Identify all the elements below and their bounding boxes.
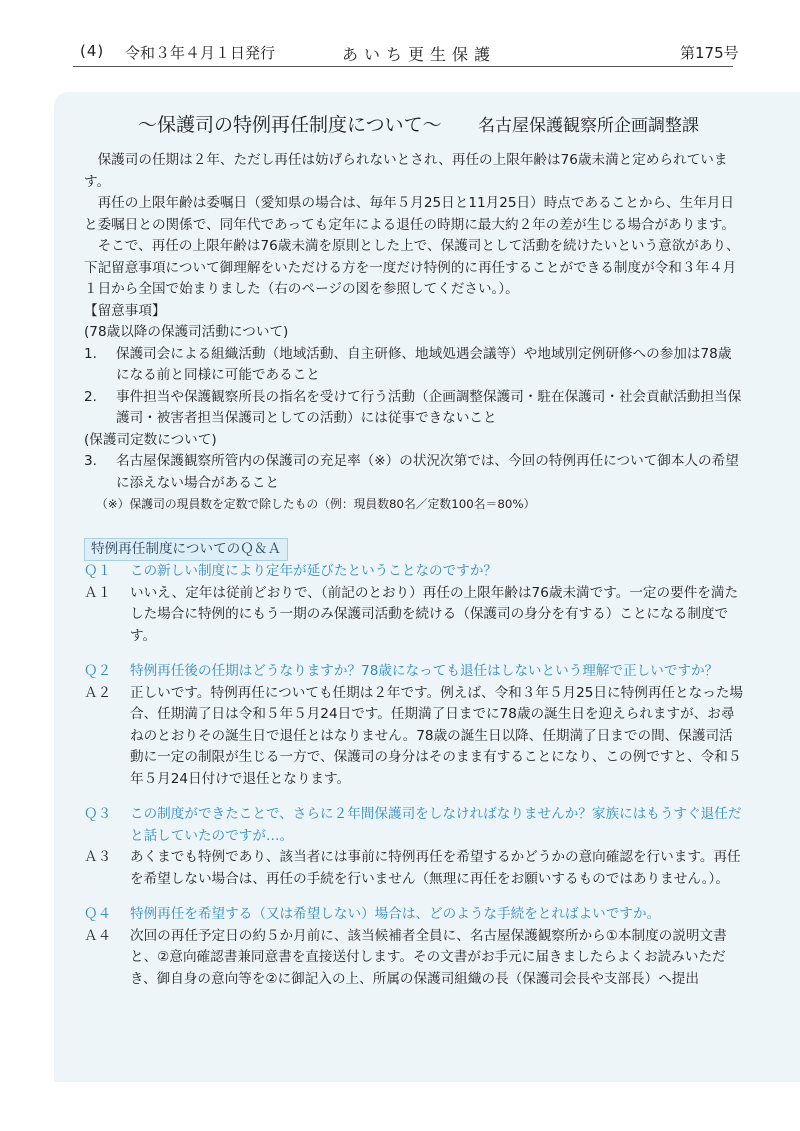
answer-3 xyxy=(84,847,744,890)
note-item-text: 事件担当や保護観察所長の指名を受けて行う活動（企画調整保護司・駐在保護司・社会貢献活動担当保護司・被害者担当保護司としての活動）には従事できないこと xyxy=(116,388,742,426)
answer-label: Ａ１ xyxy=(84,584,112,601)
answer-text: あくまでも特例であり、該当者には事前に特例再任を希望するかどうかの意向確認を行います。再任を希望しない場合は、再任の手続を行いません（無理に再任をお願いするものではありません。）。 xyxy=(130,849,741,887)
paragraph-3: そこで、再任の上限年齢は76歳未満を原則とした上で、保護司として活動を続けたいという意欲があり、下記留意事項について御理解をいただける方を一度だけ特例的に再任することができる制度が令和３年４月１日から全国で始まりました（右のページの図を参照してください。）。 xyxy=(84,238,740,297)
notes-subheading-2: (保護司定数について) xyxy=(84,431,217,448)
note-item-1 xyxy=(84,344,744,387)
answer-4 xyxy=(84,926,744,991)
question-label: Ｑ４ xyxy=(84,906,112,922)
question-2 xyxy=(84,661,744,683)
note-item-3 xyxy=(84,451,744,494)
footnote: （※）保護司の現員数を定数で除したもの（例：現員数80名／定数100名＝80%） xyxy=(96,497,536,511)
answer-1 xyxy=(84,583,744,648)
article-body xyxy=(84,150,744,990)
question-text: 特例再任を希望する（又は希望しない）場合は、どのような手続をとればよいですか。 xyxy=(130,906,661,922)
publication-title: あいち更生保護 xyxy=(342,45,497,64)
header-rule xyxy=(73,66,733,67)
notes-subheading-1: (78歳以降の保護司活動について) xyxy=(84,324,289,340)
question-label: Ｑ１ xyxy=(84,563,112,579)
note-item-text: 保護司会による組織活動（地域活動、自主研修、地域処遇会議等）や地域別定例研修への参加は78歳になる前と同様に可能であること xyxy=(116,345,732,383)
question-1 xyxy=(84,561,744,583)
note-item-number: 3. xyxy=(84,453,97,469)
answer-label: Ａ４ xyxy=(84,927,112,944)
question-label: Ｑ３ xyxy=(84,806,112,822)
answer-label: Ａ２ xyxy=(84,684,112,701)
note-item-2 xyxy=(84,387,744,430)
question-label: Ｑ２ xyxy=(84,663,112,679)
answer-text: 次回の再任予定日の約５か月前に、該当候補者全員に、名古屋保護観察所から①本制度の説明文書と、②意向確認書兼同意書を直接送付します。その文書がお手元に届きましたらよくお読みいただき、御自身の意向等を②に御記入の上、所属の保護司組織の長（保護司会長や支部長）へ提出 xyxy=(130,927,727,987)
qa-heading: 特例再任制度についてのＱ＆Ａ xyxy=(84,538,288,562)
answer-2 xyxy=(84,683,744,791)
question-text: 特例再任後の任期はどうなりますか？78歳になっても退任はしないという理解で正しいですか？ xyxy=(130,663,719,679)
issue-date: 令和３年４月１日発行 xyxy=(125,44,276,62)
page-header xyxy=(0,0,800,72)
note-item-number: 1. xyxy=(84,345,97,362)
paragraph-1: 保護司の任期は２年、ただし再任は妨げられないとされ、再任の上限年齢は76歳未満と定められています。 xyxy=(84,152,728,190)
question-text: この制度ができたことで、さらに２年間保護司をしなければなりませんか？家族にはもうすぐ退任だと話していたのですが…。 xyxy=(130,806,742,844)
question-3 xyxy=(84,804,744,847)
question-4 xyxy=(84,904,744,926)
article-organization: 名古屋保護観察所企画調整課 xyxy=(478,116,699,136)
note-item-text: 名古屋保護観察所管内の保護司の充足率（※）の状況次第では、今回の特例再任について御本人の希望に添えない場合があること xyxy=(116,453,739,491)
answer-label: Ａ３ xyxy=(84,849,112,865)
paragraph-2: 再任の上限年齢は委嘱日（愛知県の場合は、毎年５月25日と11月25日）時点であることから、生年月日と委嘱日との関係で、同年代であっても定年による退任の時期に最大約２年の差が生じる場合があります。 xyxy=(84,195,736,233)
notes-heading: 【留意事項】 xyxy=(84,302,166,319)
question-text: この新しい制度により定年が延びたということなのですか？ xyxy=(130,563,498,579)
answer-text: いいえ、定年は従前どおりで、（前記のとおり）再任の上限年齢は76歳未満です。一定の要件を満たした場合に特例的にもう一期のみ保護司活動を続ける（保護司の身分を有する）ことになる制度です。 xyxy=(130,584,739,644)
article-title: ～保護司の特例再任制度について～ xyxy=(138,114,442,136)
answer-text: 正しいです。特例再任についても任期は２年です。例えば、令和３年５月25日に特例再任となった場合、任期満了日は令和５年５月24日です。任期満了日までに78歳の誕生日を迎えられますが、お尋ねのとおりその誕生日で退任とはなりません。78歳の誕生日以降、任期満了日までの間、保護司活動に一定の制限が生じる一方で、保護司の身分はそのまま有することになり、この例ですと、令和５年５月24日付けで退任となります。 xyxy=(130,684,743,787)
page-number: (4) xyxy=(80,42,105,60)
issue-number: 第175号 xyxy=(680,44,739,62)
note-item-number: 2. xyxy=(84,388,97,405)
